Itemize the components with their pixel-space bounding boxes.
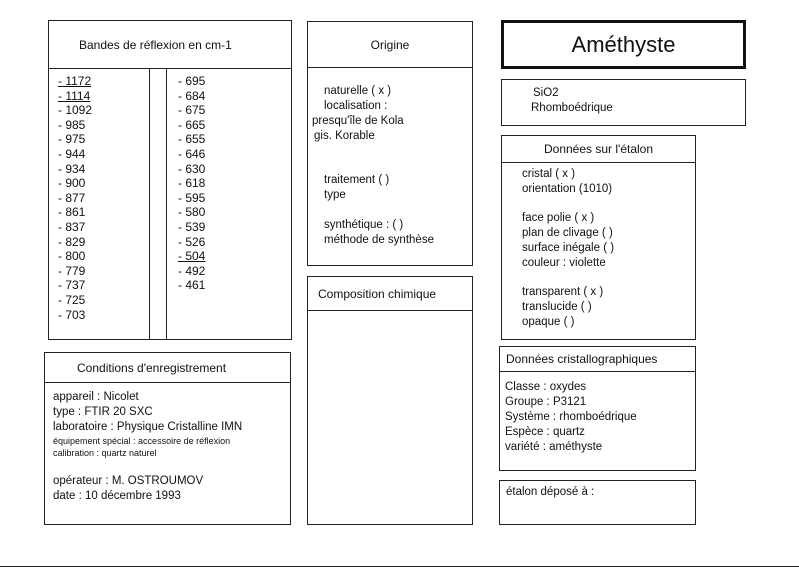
etalon-header-label: Données sur l'étalon — [543, 142, 654, 156]
bands-header — [49, 21, 291, 69]
cristallo-variete: variété : améthyste — [505, 441, 603, 453]
etalon-face-polie: face polie ( x ) — [522, 212, 595, 224]
cristallo-classe: Classe : oxydes — [505, 381, 587, 393]
band-item: - 492 — [178, 263, 206, 278]
band-item: - 618 — [178, 176, 206, 191]
origine-synthetique: synthétique : ( ) — [324, 219, 404, 231]
origine-header-label: Origine — [370, 37, 410, 52]
band-item: - 675 — [178, 103, 206, 118]
formula-system: Rhomboédrique — [531, 102, 613, 114]
conditions-equipement: équipement spécial : accessoire de réflexion — [53, 436, 231, 446]
bands-header-label: Bandes de réflexion en cm-1 — [79, 37, 232, 52]
etalon-header — [502, 136, 695, 163]
cristallo-header-label: Données cristallographiques — [506, 352, 658, 366]
band-item: - 684 — [178, 88, 206, 103]
conditions-appareil: appareil : Nicolet — [53, 391, 139, 403]
conditions-operateur: opérateur : M. OSTROUMOV — [53, 475, 204, 487]
origine-methode: méthode de synthèse — [324, 234, 434, 246]
band-item: - 703 — [58, 307, 86, 322]
etalon-couleur: couleur : violette — [522, 257, 606, 269]
band-item: - 837 — [58, 219, 86, 234]
conditions-laboratoire: laboratoire : Physique Cristalline IMN — [53, 421, 243, 433]
formula-chemical: SiO2 — [533, 87, 559, 99]
conditions-header-label: Conditions d'enregistrement — [77, 360, 227, 375]
cristallo-groupe: Groupe : P3121 — [505, 396, 587, 408]
etalon-surface: surface inégale ( ) — [522, 242, 615, 254]
composition-header — [308, 277, 472, 311]
origine-panel — [307, 21, 473, 266]
composition-panel — [307, 276, 473, 525]
band-item: - 539 — [178, 219, 206, 234]
band-item: - 526 — [178, 234, 206, 249]
band-item: - 665 — [178, 117, 206, 132]
mineral-title-label: Améthyste — [571, 31, 676, 57]
band-item: - 985 — [58, 117, 86, 132]
band-item: - 737 — [58, 278, 86, 293]
etalon-cristal: cristal ( x ) — [522, 168, 576, 180]
conditions-calibration: calibration : quartz naturel — [53, 448, 157, 458]
formula-panel — [501, 79, 746, 126]
cristallo-header — [500, 347, 695, 372]
bands-divider-2 — [166, 69, 167, 339]
band-item: - 1114 — [58, 88, 91, 103]
band-item: - 725 — [58, 292, 86, 307]
bands-col1 — [58, 74, 92, 322]
band-item: - 1172 — [58, 74, 92, 88]
band-item: - 900 — [58, 176, 86, 191]
cristallo-panel — [499, 346, 696, 471]
etalon-panel — [501, 135, 696, 340]
band-item: - 800 — [58, 249, 86, 264]
bands-divider-1 — [149, 69, 150, 339]
band-item: - 877 — [58, 190, 86, 205]
bands-panel — [48, 20, 292, 340]
bands-col2 — [178, 74, 205, 293]
conditions-header — [45, 353, 290, 383]
origine-type: type — [324, 189, 346, 201]
band-item: - 829 — [58, 234, 86, 249]
depose-panel — [499, 480, 696, 525]
origine-localisation-value-1: presqu'île de Kola — [312, 115, 404, 127]
band-item: - 861 — [58, 205, 86, 220]
origine-header — [308, 22, 472, 68]
etalon-orientation: orientation (1010) — [522, 183, 613, 195]
band-item: - 779 — [58, 263, 86, 278]
band-item: - 944 — [58, 146, 86, 161]
composition-header-label: Composition chimique — [318, 286, 437, 301]
origine-localisation: localisation : — [324, 100, 388, 112]
mineral-title — [501, 20, 746, 69]
band-item: - 975 — [58, 132, 86, 147]
cristallo-systeme: Système : rhomboédrique — [505, 411, 637, 423]
band-item: - 695 — [178, 74, 206, 88]
etalon-transparent: transparent ( x ) — [522, 286, 604, 298]
etalon-translucide: translucide ( ) — [522, 301, 592, 313]
origine-localisation-value-2: gis. Korable — [314, 130, 375, 142]
band-item: - 1092 — [58, 103, 93, 118]
band-item: - 595 — [178, 190, 206, 205]
conditions-type: type : FTIR 20 SXC — [53, 406, 153, 418]
conditions-panel — [44, 352, 291, 525]
conditions-date: date : 10 décembre 1993 — [53, 490, 181, 502]
cristallo-espece: Espèce : quartz — [505, 426, 585, 438]
origine-naturelle: naturelle ( x ) — [324, 85, 392, 97]
etalon-opaque: opaque ( ) — [522, 316, 575, 328]
band-item: - 461 — [178, 278, 206, 293]
band-item: - 646 — [178, 146, 206, 161]
etalon-plan-clivage: plan de clivage ( ) — [522, 227, 613, 239]
page-bottom-rule — [0, 566, 799, 567]
origine-traitement: traitement ( ) — [324, 174, 390, 186]
band-item: - 934 — [58, 161, 86, 176]
band-item: - 630 — [178, 161, 206, 176]
band-item: - 655 — [178, 132, 206, 147]
band-item: - 504 — [178, 249, 206, 264]
depose-label: étalon déposé à : — [506, 486, 595, 498]
band-item: - 580 — [178, 205, 206, 220]
